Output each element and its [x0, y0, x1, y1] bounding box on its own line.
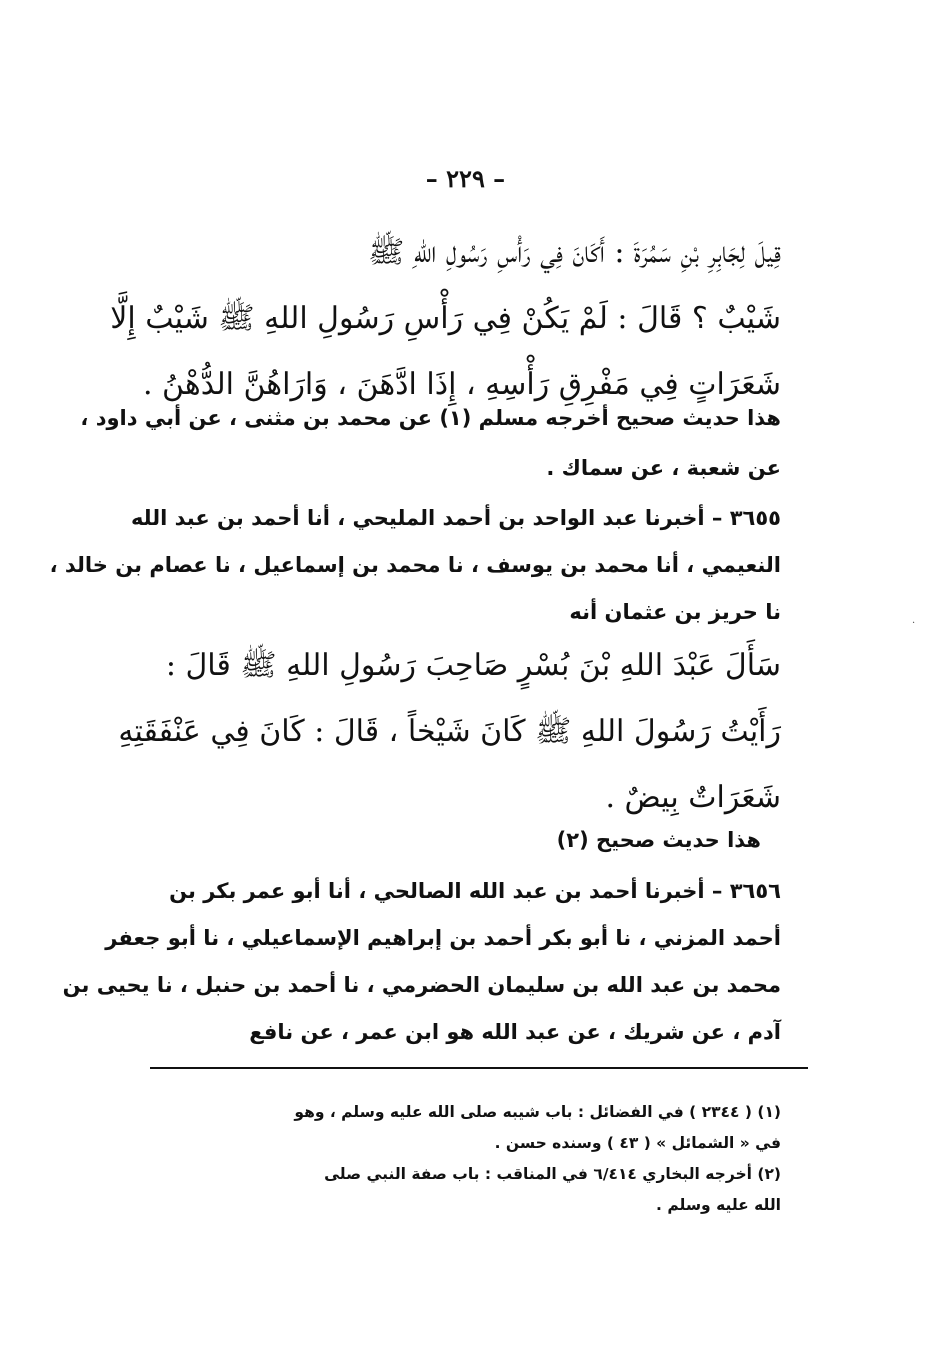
isnad-line: آدم ، عن شريك ، عن عبد الله هو ابن عمر ، عن نافع — [249, 1020, 781, 1044]
commentary-1 — [80, 393, 781, 493]
footnote-separator — [150, 1067, 808, 1069]
footnote-line: (١) ( ٢٣٤٤ ) في الفضائل : باب شيبه صلى الله عليه وسلم ، وهو — [294, 1103, 781, 1121]
isnad-3655 — [49, 495, 781, 636]
isnad-line: محمد بن عبد الله بن سليمان الحضرمي ، نا أحمد بن حنبل ، نا يحيى بن — [62, 973, 781, 997]
hadith-line: شَيْبٌ ؟ قَالَ : لَمْ يَكُنْ فِي رَأْسِ رَسُولِ اللهِ ﷺ شَيْبٌ إِلَّا — [110, 301, 781, 336]
hadith-line: قِيلَ لِجَابِرِ بْنِ سَمُرَةَ : أَكَانَ فِي رَأْسِ رَسُولِ اللهِ ﷺ — [368, 235, 781, 270]
isnad-line: أحمد المزني ، نا أبو بكر أحمد بن إبراهيم الإسماعيلي ، نا أبو جعفر — [105, 926, 781, 950]
footnote-line: في « الشمائل » ( ٤٣ ) وسنده حسن . — [494, 1134, 781, 1152]
commentary-line: هذا حديث صحيح أخرجه مسلم (١) عن محمد بن مثنى ، عن أبي داود ، — [80, 406, 781, 430]
isnad-line: ٣٦٥٦ – أخبرنا أحمد بن عبد الله الصالحي ، أنا أبو عمر بكر بن — [169, 879, 781, 903]
footnote-line: الله عليه وسلم . — [656, 1196, 781, 1214]
footnote-line: (٢) أخرجه البخاري ٦/٤١٤ في المناقب : باب صفة النبي صلى — [324, 1165, 781, 1183]
commentary-line: هذا حديث صحيح (٢) — [556, 828, 761, 852]
hadith-line: سَأَلَ عَبْدَ اللهِ بْنَ بُسْرٍ صَاحِبَ رَسُولِ اللهِ ﷺ قَالَ : — [165, 648, 781, 683]
commentary-2 — [150, 815, 761, 865]
isnad-3656 — [62, 868, 781, 1056]
hadith-line: شَعَرَاتٌ بِيضٌ . — [605, 780, 781, 815]
isnad-line: النعيمي ، أنا محمد بن يوسف ، نا محمد بن إسماعيل ، نا عصام بن خالد ، — [49, 553, 781, 577]
hadith-line: شَعَرَاتٍ فِي مَفْرِقِ رَأْسِهِ ، إِذَا ادَّهَنَ ، وَارَاهُنَّ الدُّهْنُ . — [142, 367, 781, 402]
hadith-text-1 — [110, 220, 781, 418]
hadith-line: رَأَيْتُ رَسُولَ اللهِ ﷺ كَانَ شَيْخاً ، قَالَ : كَانَ فِي عَنْفَقَتِهِ — [118, 714, 781, 749]
isnad-line: نا حريز بن عثمان أنه — [569, 600, 781, 624]
commentary-line: عن شعبة ، عن سماك . — [546, 456, 781, 480]
footnotes — [150, 1097, 781, 1221]
page-number: – ٢٢٩ – — [425, 164, 506, 193]
hadith-text-2 — [118, 633, 781, 831]
scan-speck: · — [912, 618, 916, 629]
isnad-line: ٣٦٥٥ – أخبرنا عبد الواحد بن أحمد المليحي ، أنا أحمد بن عبد الله — [130, 506, 781, 530]
